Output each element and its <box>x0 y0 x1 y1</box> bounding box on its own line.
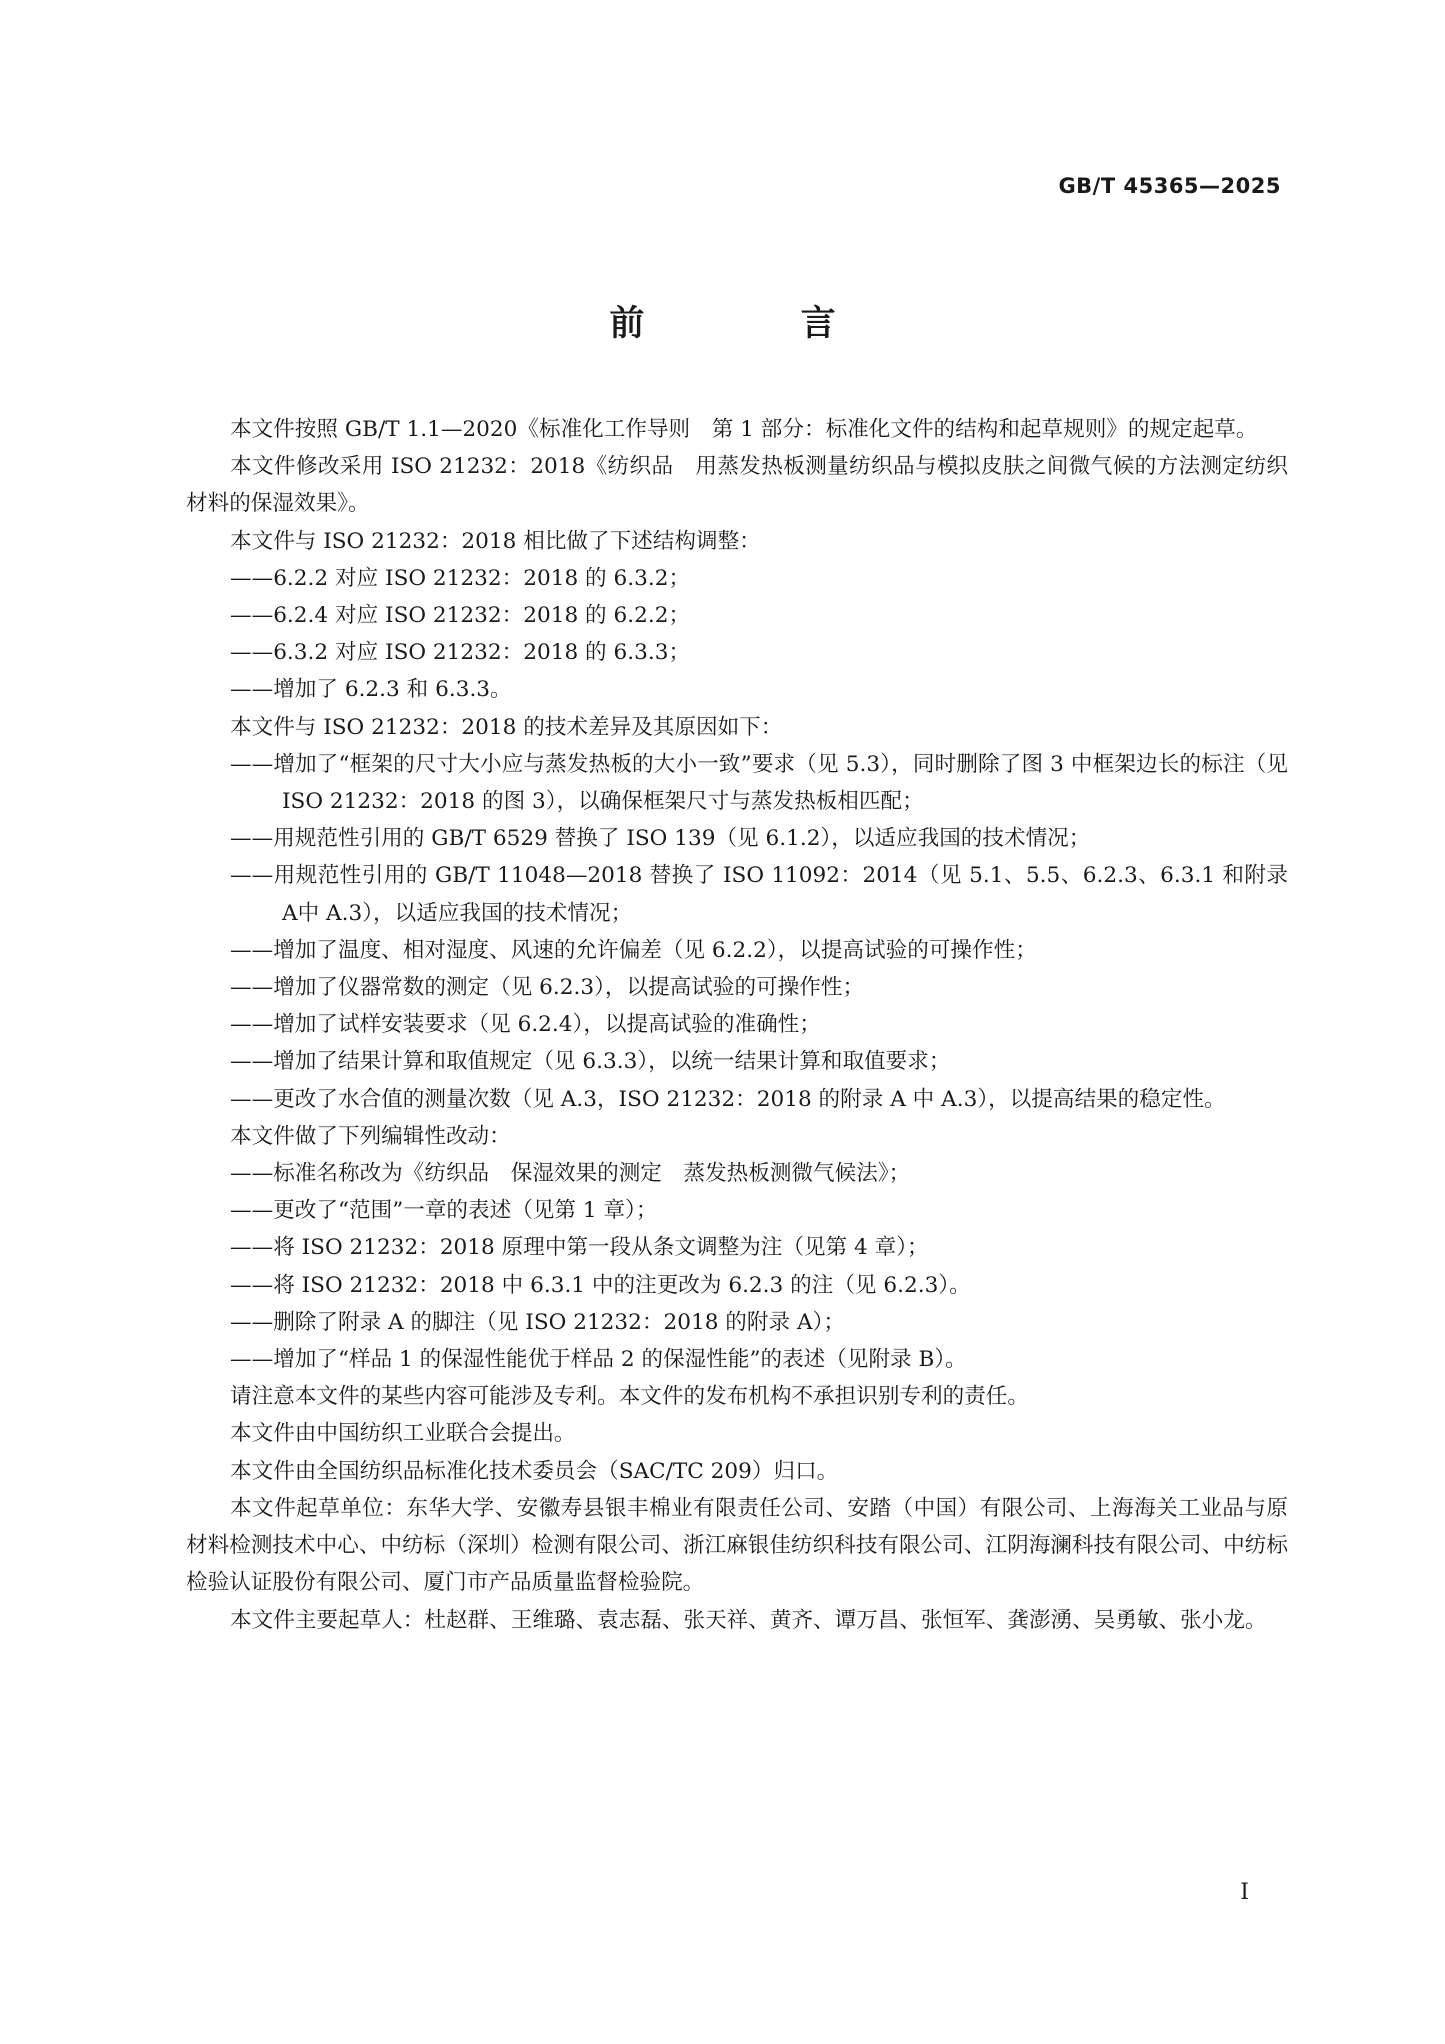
list-item: ——更改了“范围”一章的表述（见第 1 章）； <box>230 1198 658 1224</box>
list-item: ——增加了温度、相对湿度、风速的允许偏差（见 6.2.2），以提高试验的可操作性； <box>230 937 1037 963</box>
list-item: ——增加了结果计算和取值规定（见 6.3.3），以统一结果计算和取值要求； <box>230 1049 951 1075</box>
paragraph: 本文件起草单位：东华大学、安徽寿县银丰棉业有限责任公司、安踏（中国）有限公司、上海海关工业品与原材料检测技术中心、中纺标（深圳）检测有限公司、浙江麻银佳纺织科技有限公司、江阴海澜科技有限公司、中纺标检验认证股份有限公司、厦门市产品质量监督检验院。 <box>186 1495 1288 1596</box>
list-item: ——用规范性引用的 GB/T 11048—2018 替换了 ISO 11092：2014（见 5.1、5.5、6.2.3、6.3.1 和附录 A中 A.3），以适应我国的技术情况； <box>230 863 1288 926</box>
list-item: ——增加了“框架的尺寸大小应与蒸发热板的大小一致”要求（见 5.3），同时删除了图 3 中框架边长的标注（见 ISO 21232：2018 的图 3），以确保框架尺寸与蒸发热板相匹配； <box>230 751 1288 815</box>
list-item: ——6.3.2 对应 ISO 21232：2018 的 6.3.3； <box>230 640 691 666</box>
paragraph: 本文件做了下列编辑性改动： <box>230 1123 511 1149</box>
preface-body <box>186 411 1288 1639</box>
paragraph: 请注意本文件的某些内容可能涉及专利。本文件的发布机构不承担识别专利的责任。 <box>230 1384 1029 1410</box>
list-item: ——增加了试样安装要求（见 6.2.4），以提高试验的准确性； <box>230 1012 821 1038</box>
list-item: ——6.2.2 对应 ISO 21232：2018 的 6.3.2； <box>230 565 691 591</box>
standard-number: GB/T 45365—2025 <box>1058 174 1281 198</box>
list-item: ——将 ISO 21232：2018 中 6.3.1 中的注更改为 6.2.3 的注（见 6.2.3）。 <box>230 1272 971 1298</box>
list-item: ——标准名称改为《纺织品 保湿效果的测定 蒸发热板测微气候法》； <box>230 1161 911 1187</box>
list-item: ——增加了“样品 1 的保湿性能优于样品 2 的保湿性能”的表述（见附录 B）。 <box>230 1347 967 1373</box>
paragraph: 本文件按照 GB/T 1.1—2020《标准化工作导则 第 1 部分：标准化文件的结构和起草规则》的规定起草。 <box>230 417 1258 442</box>
list-item: ——删除了附录 A 的脚注（见 ISO 21232：2018 的附录 A）； <box>230 1309 845 1335</box>
page-number: I <box>1240 1880 1249 1905</box>
paragraph: 本文件主要起草人：杜赵群、王维璐、袁志磊、张天祥、黄齐、谭万昌、张恒军、龚澎湧、吴勇敏、张小龙。 <box>230 1607 1267 1633</box>
list-item: ——用规范性引用的 GB/T 6529 替换了 ISO 139（见 6.1.2），以适应我国的技术情况； <box>230 826 1091 852</box>
list-item: ——增加了仪器常数的测定（见 6.2.3），以提高试验的可操作性； <box>230 975 865 1001</box>
paragraph: 本文件由全国纺织品标准化技术委员会（SAC/TC 209）归口。 <box>230 1458 839 1484</box>
paragraph: 本文件与 ISO 21232：2018 的技术差异及其原因如下： <box>230 714 783 740</box>
paragraph: 本文件修改采用 ISO 21232：2018《纺织品 用蒸发热板测量纺织品与模拟皮肤之间微气候的方法测定纺织材料的保湿效果》。 <box>186 454 1288 517</box>
list-item: ——更改了水合值的测量次数（见 A.3，ISO 21232：2018 的附录 A 中 A.3），以提高结果的稳定性。 <box>230 1086 1226 1112</box>
page-title: 前 言 <box>609 304 908 344</box>
list-item: ——6.2.4 对应 ISO 21232：2018 的 6.2.2； <box>230 603 691 629</box>
paragraph: 本文件与 ISO 21232：2018 相比做了下述结构调整： <box>230 528 761 554</box>
list-item: ——将 ISO 21232：2018 原理中第一段从条文调整为注（见第 4 章）； <box>230 1235 929 1261</box>
paragraph: 本文件由中国纺织工业联合会提出。 <box>230 1421 576 1447</box>
list-item: ——增加了 6.2.3 和 6.3.3。 <box>230 677 512 703</box>
